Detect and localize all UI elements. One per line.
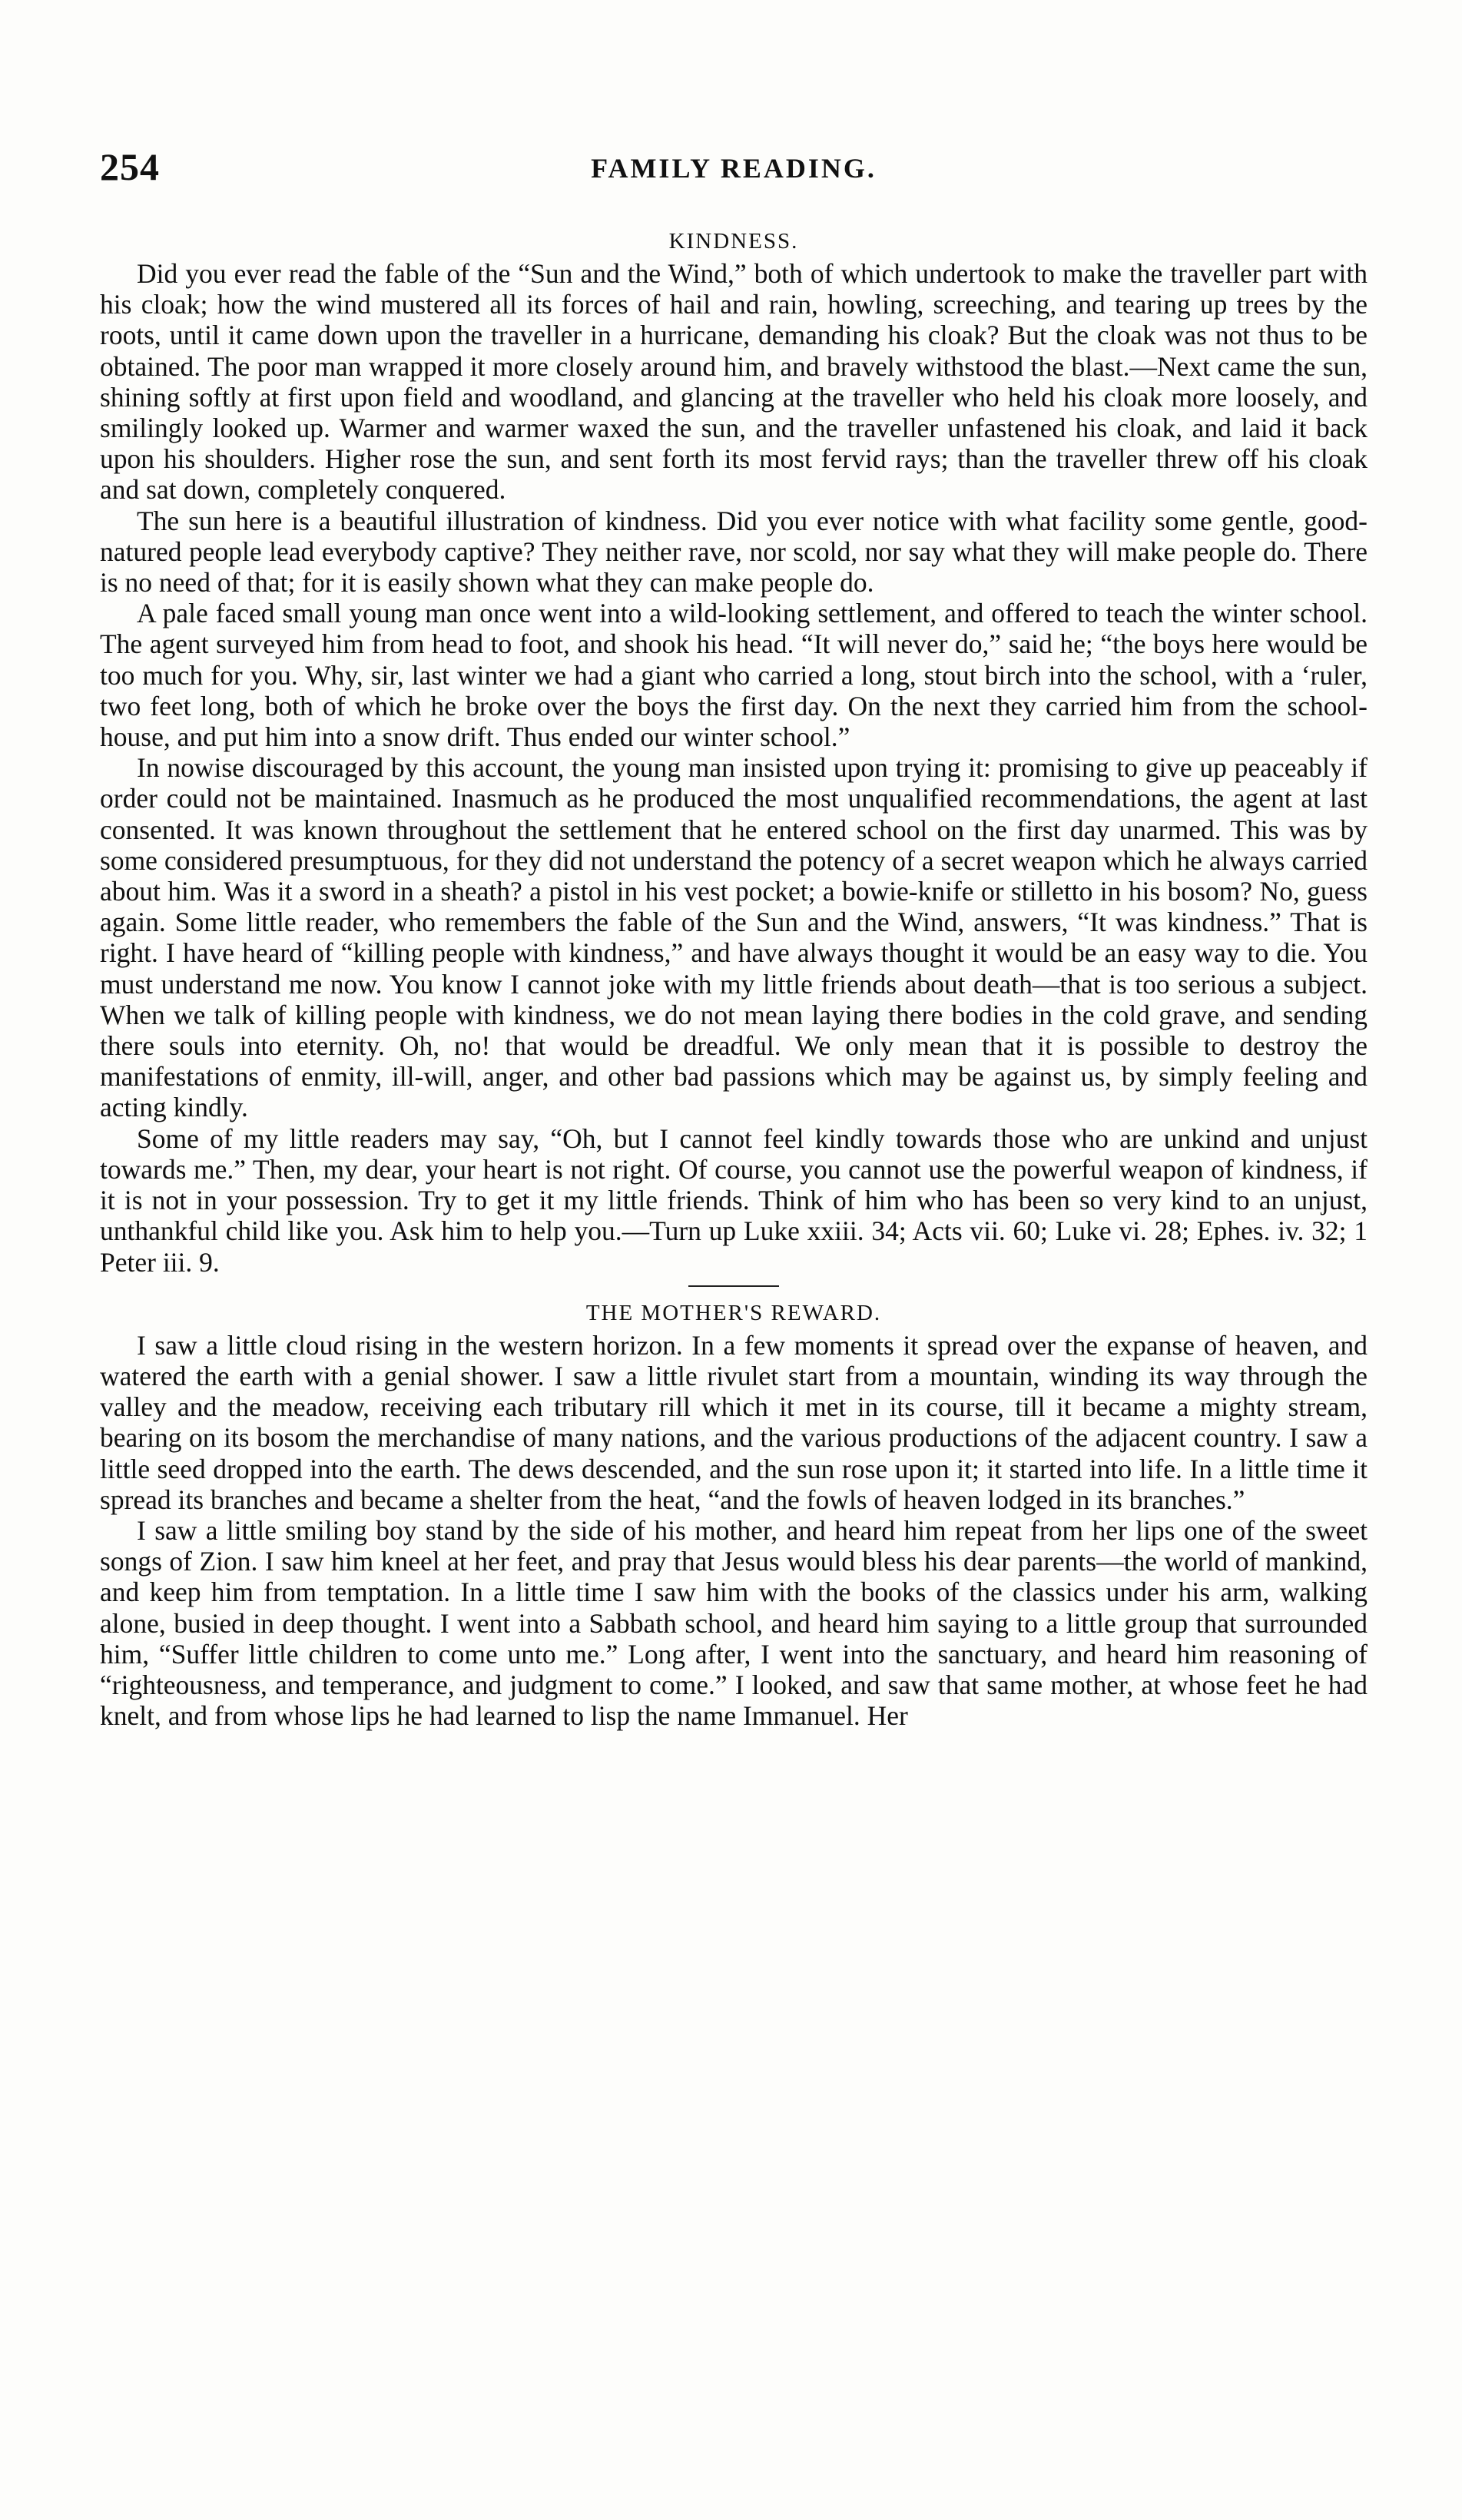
page-header (100, 144, 1368, 198)
section-divider (688, 1285, 779, 1287)
section-title-kindness: KINDNESS. (668, 229, 799, 254)
text-column (100, 227, 1368, 1731)
paragraph: A pale faced small young man once went into a wild-looking settlement, and offered to teach the winter school. The agent surveyed him from head to foot, and shook his head. “It will never do,” said he; “the boys here would be too much for you. Why, sir, last winter we had a giant who carried a long, stout birch into the school, with a ‘ruler, two feet long, both of which he broke over the boys the first day. On the next they carried him from the school-house, and put him into a snow drift. Thus ended our winter school.” (100, 598, 1368, 753)
page-number: 254 (100, 145, 160, 188)
paragraph: The sun here is a beautiful illustration of kindness. Did you ever notice with what facility some gentle, good-natured people lead everybody captive? They neither rave, nor scold, nor say what they will make people do. There is no need of that; for it is easily shown what they can make people do. (100, 505, 1368, 598)
paragraph: In nowise discouraged by this account, the young man insisted upon trying it: promising to give up peaceably if order could not be maintained. Inasmuch as he produced the most unqualified recommendations, the agent at last consented. It was known throughout the settlement that he entered school on the first day unarmed. This was by some considered presumptuous, for they did not understand the potency of a secret weapon which he always carried about him. Was it a sword in a sheath? a pistol in his vest pocket; a bowie-knife or stilletto in his bosom? No, guess again. Some little reader, who remembers the fable of the Sun and the Wind, answers, “It was kindness.” That is right. I have heard of “killing people with kindness,” and have always thought it would be an easy way to die. You must understand me now. You know I cannot joke with my little friends about death—that is too serious a subject. When we talk of killing people with kindness, we do not mean laying there bodies in the cold grave, and sending there souls into eternity. Oh, no! that would be dreadful. We only mean that it is possible to destroy the manifestations of enmity, ill-will, anger, and other bad passions which may be against us, by simply feeling and acting kindly. (100, 752, 1368, 1123)
running-title: FAMILY READING. (591, 153, 877, 184)
paragraph: Some of my little readers may say, “Oh, but I cannot feel kindly towards those who are unkind and unjust towards me.” Then, my dear, your heart is not right. Of course, you cannot use the powerful weapon of kindness, if it is not in your possession. Try to get it my little friends. Think of him who has been so very kind to an unjust, unthankful child like you. Ask him to help you.—Turn up Luke xxiii. 34; Acts vii. 60; Luke vi. 28; Ephes. iv. 32; 1 Peter iii. 9. (100, 1122, 1368, 1278)
paragraph: I saw a little cloud rising in the western horizon. In a few moments it spread over the expanse of heaven, and watered the earth with a genial shower. I saw a little rivulet start from a mountain, winding its way through the valley and the meadow, receiving each tributary rill which it met in its course, till it became a mighty stream, bearing on its bosom the merchandise of many nations, and the various productions of the adjacent country. I saw a little seed dropped into the earth. The dews descended, and the sun rose upon it; it started into life. In a little time it spread its branches and became a shelter from the heat, “and the fowls of heaven lodged in its branches.” (100, 1329, 1368, 1515)
section-title-mothers-reward: THE MOTHER'S REWARD. (585, 1300, 882, 1325)
paragraph: I saw a little smiling boy stand by the side of his mother, and heard him repeat from her lips one of the sweet songs of Zion. I saw him kneel at her feet, and pray that Jesus would bless his dear parents—the world of mankind, and keep him from temptation. In a little time I saw him with the books of the classics under his arm, walking alone, busied in deep thought. I went into a Sabbath school, and heard him saying to a little group that surrounded him, “Suffer little children to come unto me.” Long after, I went into the sanctuary, and heard him reasoning of “righteousness, and temperance, and judgment to come.” I looked, and saw that same mother, at whose feet he had knelt, and from whose lips he had learned to lisp the name Immanuel. Her (100, 1514, 1368, 1732)
paragraph: Did you ever read the fable of the “Sun and the Wind,” both of which undertook to make the traveller part with his cloak; how the wind mustered all its forces of hail and rain, howling, screeching, and tearing up trees by the roots, until it came down upon the traveller in a hurricane, demanding his cloak? But the cloak was not thus to be obtained. The poor man wrapped it more closely around him, and bravely withstood the blast.—Next came the sun, shining softly at first upon field and woodland, and glancing at the traveller who held his cloak more loosely, and smilingly looked up. Warmer and warmer waxed the sun, and the traveller unfastened his cloak, and laid it back upon his shoulders. Higher rose the sun, and sent forth its most fervid rays; than the traveller threw off his cloak and sat down, completely conquered. (100, 258, 1368, 506)
